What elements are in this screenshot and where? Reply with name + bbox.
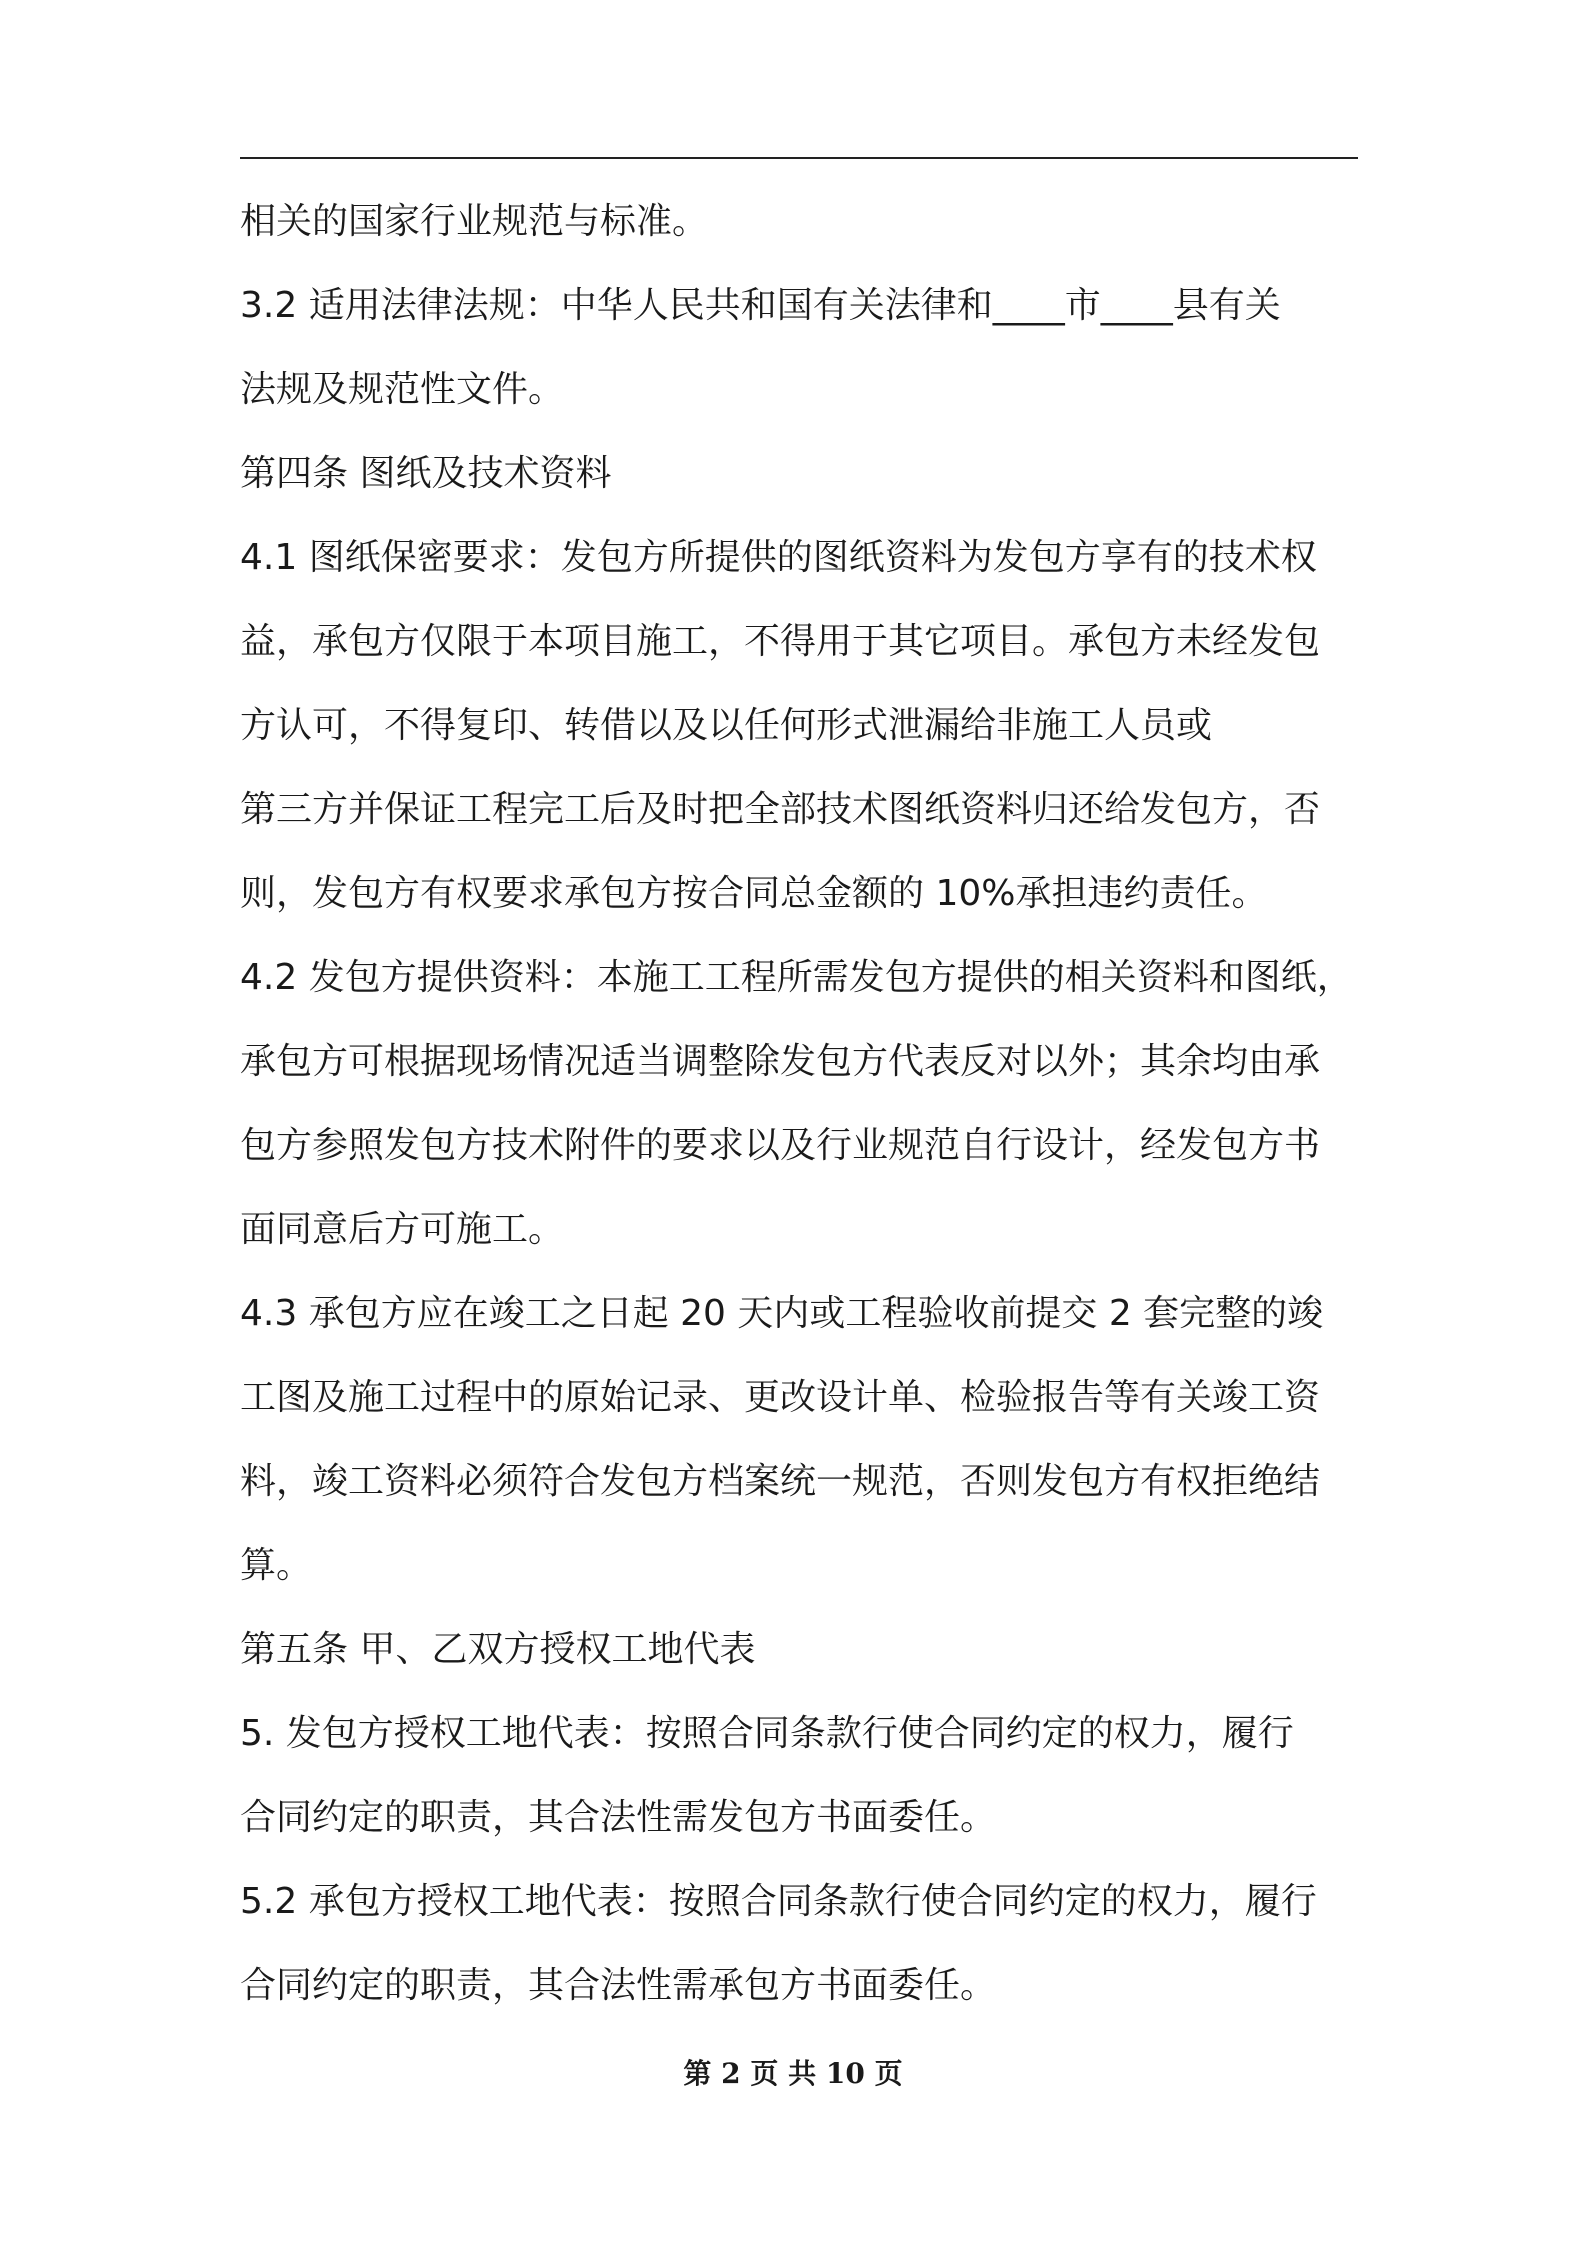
text-line-14: 4.3 承包方应在竣工之日起 20 天内或工程验收前提交 2 套完整的竣 (240, 1293, 1324, 1334)
text-line-1: 相关的国家行业规范与标准。 (240, 201, 709, 242)
text-line-9: 则，发包方有权要求承包方按合同总金额的 10%承担违约责任。 (240, 873, 1268, 914)
text-line-5: 4.1 图纸保密要求：发包方所提供的图纸资料为发包方享有的技术权 (240, 537, 1317, 578)
text-line-10: 4.2 发包方提供资料：本施工工程所需发包方提供的相关资料和图纸， (240, 957, 1353, 998)
text-line-6: 益，承包方仅限于本项目施工，不得用于其它项目。承包方未经发包 (240, 621, 1321, 662)
text-line-16: 料，竣工资料必须符合发包方档案统一规范，否则发包方有权拒绝结 (240, 1461, 1321, 1502)
text-line-11: 承包方可根据现场情况适当调整除发包方代表反对以外；其余均由承 (240, 1041, 1321, 1082)
section-heading-4: 第四条 图纸及技术资料 (240, 453, 612, 494)
text-line-15: 工图及施工过程中的原始记录、更改设计单、检验报告等有关竣工资 (240, 1377, 1321, 1418)
header-rule (240, 157, 1358, 159)
text-line-3: 法规及规范性文件。 (240, 369, 565, 410)
text-line-21: 5.2 承包方授权工地代表：按照合同条款行使合同约定的权力，履行 (240, 1881, 1317, 1922)
page-number-footer: 第 2 页 共 10 页 (683, 2057, 903, 2090)
text-line-13: 面同意后方可施工。 (240, 1209, 565, 1250)
section-heading-5: 第五条 甲、乙双方授权工地代表 (240, 1629, 756, 1670)
text-line-19: 5. 发包方授权工地代表：按照合同条款行使合同约定的权力，履行 (240, 1713, 1294, 1754)
text-line-12: 包方参照发包方技术附件的要求以及行业规范自行设计，经发包方书 (240, 1125, 1321, 1166)
text-line-2: 3.2 适用法律法规：中华人民共和国有关法律和____市____县有关 (240, 285, 1281, 326)
text-line-8: 第三方并保证工程完工后及时把全部技术图纸资料归还给发包方，否 (240, 789, 1321, 830)
text-line-22: 合同约定的职责，其合法性需承包方书面委任。 (240, 1965, 997, 2006)
text-line-17: 算。 (240, 1545, 313, 1586)
text-line-20: 合同约定的职责，其合法性需发包方书面委任。 (240, 1797, 997, 1838)
text-line-7: 方认可，不得复印、转借以及以任何形式泄漏给非施工人员或 (240, 705, 1213, 746)
